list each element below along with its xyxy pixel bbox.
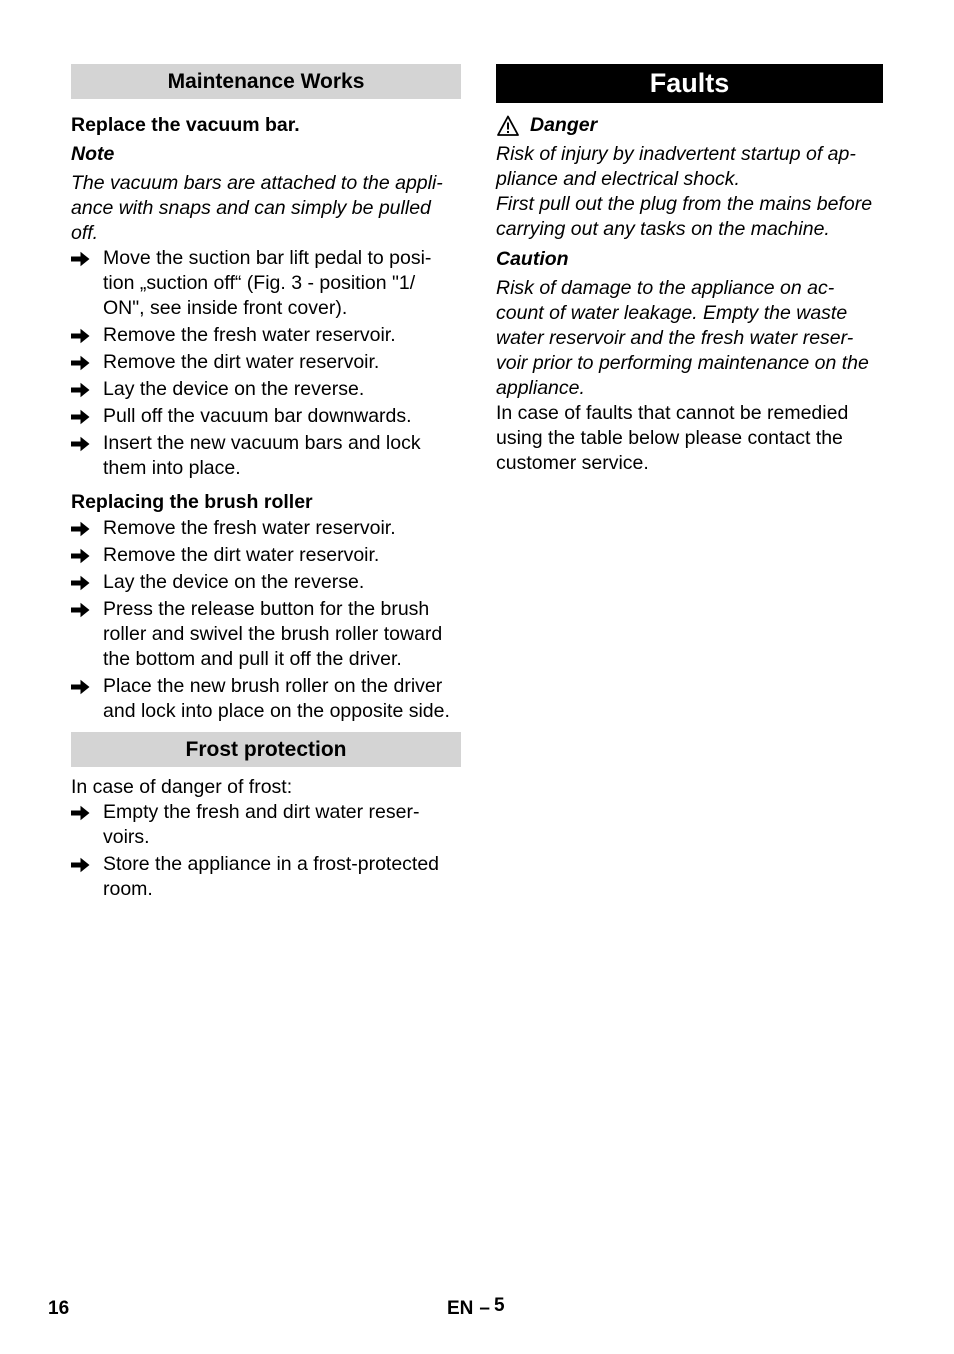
vacuum-steps-list [71,246,461,481]
danger-label-row [496,113,883,138]
arrow-right-icon [71,516,93,541]
step-item: Remove the dirt water reservoir. [71,543,461,568]
replacing-brush-roller-heading: Replacing the brush roller [71,491,313,513]
page-number: 16 [48,1298,70,1319]
arrow-right-icon [71,246,93,271]
arrow-right-icon [71,597,93,622]
step-item: Store the appliance in a frost-protected room. [71,852,461,902]
step-item: Empty the fresh and dirt water reser- voirs. [71,800,461,850]
step-item: Remove the fresh water reservoir. [71,516,461,541]
arrow-right-icon [71,543,93,568]
arrow-right-icon [71,674,93,699]
arrow-right-icon [71,323,93,348]
step-item: Lay the device on the reverse. [71,570,461,595]
step-item: Place the new brush roller on the driver and lock into place on the opposite side. [71,674,461,724]
arrow-right-icon [71,852,93,877]
replace-vacuum-bar-heading: Replace the vacuum bar. [71,114,300,136]
arrow-right-icon [71,800,93,825]
section-page-number: 5 [493,1295,505,1316]
step-item: Press the release button for the brush roller and swivel the brush roller toward the bottom and pull it off the driver. [71,597,461,672]
frost-intro-text: In case of danger of frost: [71,776,293,798]
danger-text: Risk of injury by inadvertent startup of ap- pliance and electrical shock. First pull out the plug from the mains before carrying out any tasks on the machine. [496,143,873,240]
arrow-right-icon [71,404,93,429]
note-text: The vacuum bars are attached to the appli- ance with snaps and can simply be pulled off. [71,172,443,244]
right-column [496,64,883,476]
caution-label: Caution [496,248,569,270]
step-item: Remove the fresh water reservoir. [71,323,461,348]
step-item: Insert the new vacuum bars and lock them into place. [71,431,461,481]
arrow-right-icon [71,431,93,456]
warning-triangle-icon [497,115,519,137]
note-label: Note [71,143,115,165]
footer-dash: – [479,1298,490,1319]
faults-heading: Faults [496,64,883,103]
step-item: Lay the device on the reverse. [71,377,461,402]
left-column [71,64,461,902]
caution-text: Risk of damage to the appliance on ac- count of water leakage. Empty the waste water reservoir and the fresh water reser- voir prior to performing maintenance on the appliance. [496,277,869,399]
footer-section-label [447,1295,505,1320]
arrow-right-icon [71,570,93,595]
arrow-right-icon [71,377,93,402]
brush-steps-list [71,516,461,724]
step-item: Pull off the vacuum bar downwards. [71,404,461,429]
step-item: Move the suction bar lift pedal to posi- tion „suction off“ (Fig. 3 - position "1/ ON", see inside front cover). [71,246,461,321]
danger-label: Danger [530,114,598,136]
step-item: Remove the dirt water reservoir. [71,350,461,375]
frost-protection-heading: Frost protection [71,732,461,767]
frost-steps-list [71,800,461,902]
arrow-right-icon [71,350,93,375]
language-code: EN [447,1298,474,1319]
maintenance-works-heading: Maintenance Works [71,64,461,99]
faults-contact-text: In case of faults that cannot be remedied using the table below please contact the customer service. [496,402,849,474]
